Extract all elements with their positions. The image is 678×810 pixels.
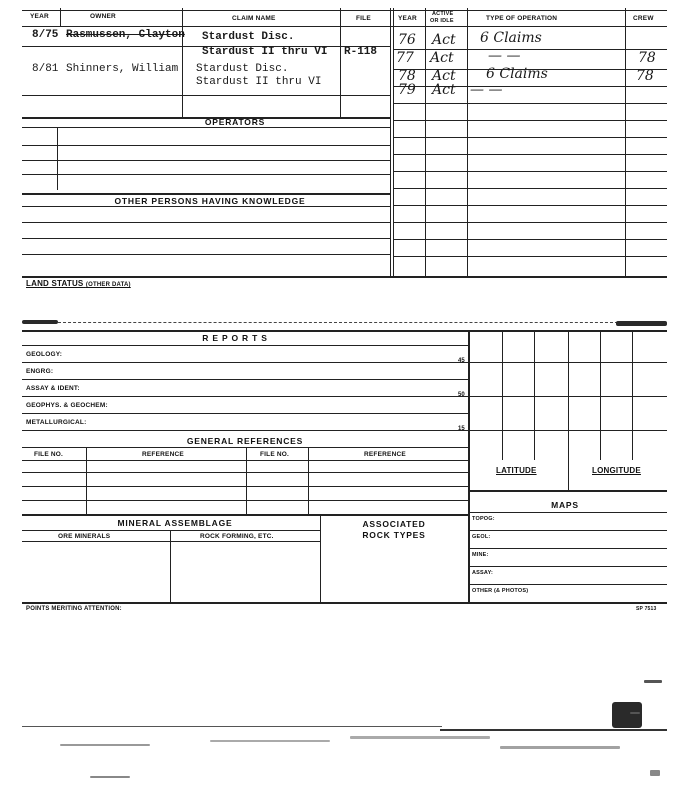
maps-other-photos-label: OTHER (& PHOTOS) <box>472 588 529 594</box>
rock-types-label: ROCK TYPES <box>362 530 426 540</box>
maps-geol-label: GEOL: <box>472 534 491 540</box>
reports-number-45: 45 <box>458 358 465 364</box>
rock-forming-label: ROCK FORMING, ETC. <box>200 533 274 540</box>
activity-row-1-status: Act <box>432 32 456 48</box>
activity-row-2-operation: — — <box>488 48 521 64</box>
activity-row-2-crew: 78 <box>638 50 656 66</box>
activity-row-1-year: 76 <box>398 32 416 48</box>
activity-row-3-status: Act <box>432 68 456 84</box>
maps-mine-label: MINE: <box>472 552 489 558</box>
header-file: FILE <box>356 15 371 22</box>
activity-row-3-operation: 6 Claims <box>486 66 548 82</box>
activity-row-2-status: Act <box>430 50 454 66</box>
general-references-title: GENERAL REFERENCES <box>186 436 304 446</box>
activity-row-1-operation: 6 Claims <box>480 30 542 46</box>
activity-row-4-operation: — — <box>470 82 503 98</box>
ore-minerals-label: ORE MINERALS <box>58 533 111 540</box>
engrg-label: ENGRG: <box>26 368 54 375</box>
geology-label: GEOLOGY: <box>26 351 63 358</box>
activity-row-3-crew: 78 <box>636 68 654 84</box>
header-active: ACTIVE <box>432 11 454 17</box>
points-meriting-attention-label: POINTS MERITING ATTENTION: <box>26 606 122 612</box>
owner-row-2-claim-1: Stardust Disc. <box>196 63 289 75</box>
header-year-right: YEAR <box>398 15 417 22</box>
reference-label-2: REFERENCE <box>364 451 406 458</box>
maps-assay-label: ASSAY: <box>472 570 494 576</box>
latitude-label: LATITUDE <box>496 466 537 475</box>
header-crew: CREW <box>633 15 654 22</box>
other-persons-label: OTHER PERSONS HAVING KNOWLEDGE <box>114 196 306 206</box>
activity-row-4-year: 79 <box>398 82 416 98</box>
metallurgical-label: METALLURGICAL: <box>26 419 87 426</box>
owner-row-1-owner: Rasmussen, Clayton <box>66 29 185 41</box>
header-or-idle: OR IDLE <box>430 18 454 24</box>
owner-row-2-claim-2: Stardust II thru VI <box>196 76 322 88</box>
activity-row-4-status: Act <box>432 82 456 98</box>
file-no-label-2: FILE NO. <box>260 451 290 458</box>
operators-label: OPERATORS <box>204 117 266 127</box>
maps-topog-label: TOPOG: <box>472 516 495 522</box>
header-year: YEAR <box>30 13 49 20</box>
longitude-label: LONGITUDE <box>592 466 641 475</box>
reference-label-1: REFERENCE <box>142 451 184 458</box>
owner-row-1-file: R-118 <box>344 46 378 58</box>
file-no-label-1: FILE NO. <box>34 451 64 458</box>
mineral-assemblage-title: MINERAL ASSEMBLAGE <box>117 518 233 528</box>
owner-row-2-owner: Shinners, William <box>66 63 179 75</box>
geophys-geochem-label: GEOPHYS. & GEOCHEM: <box>26 402 108 409</box>
activity-row-2-year: 77 <box>396 50 414 66</box>
owner-row-2-year: 8/81 <box>32 63 59 75</box>
activity-row-3-year: 78 <box>398 68 416 84</box>
reports-number-15: 15 <box>458 426 465 432</box>
owner-row-1-claim-1: Stardust Disc. <box>202 31 295 43</box>
land-status-label: LAND STATUS (OTHER DATA) <box>26 279 131 288</box>
associated-label: ASSOCIATED <box>362 519 426 529</box>
owner-row-1-claim-2: Stardust II thru VI <box>202 46 328 58</box>
header-type-of-operation: TYPE OF OPERATION <box>486 15 558 22</box>
maps-title: MAPS <box>551 500 579 510</box>
assay-ident-label: ASSAY & IDENT: <box>26 385 80 392</box>
header-claim-name: CLAIM NAME <box>232 15 276 22</box>
owner-row-1-year: 8/75 <box>32 29 59 41</box>
reports-number-50: 50 <box>458 392 465 398</box>
form-number: SP 7513 <box>636 606 657 612</box>
header-owner: OWNER <box>90 13 116 20</box>
reports-title: R E P O R T S <box>202 333 268 343</box>
